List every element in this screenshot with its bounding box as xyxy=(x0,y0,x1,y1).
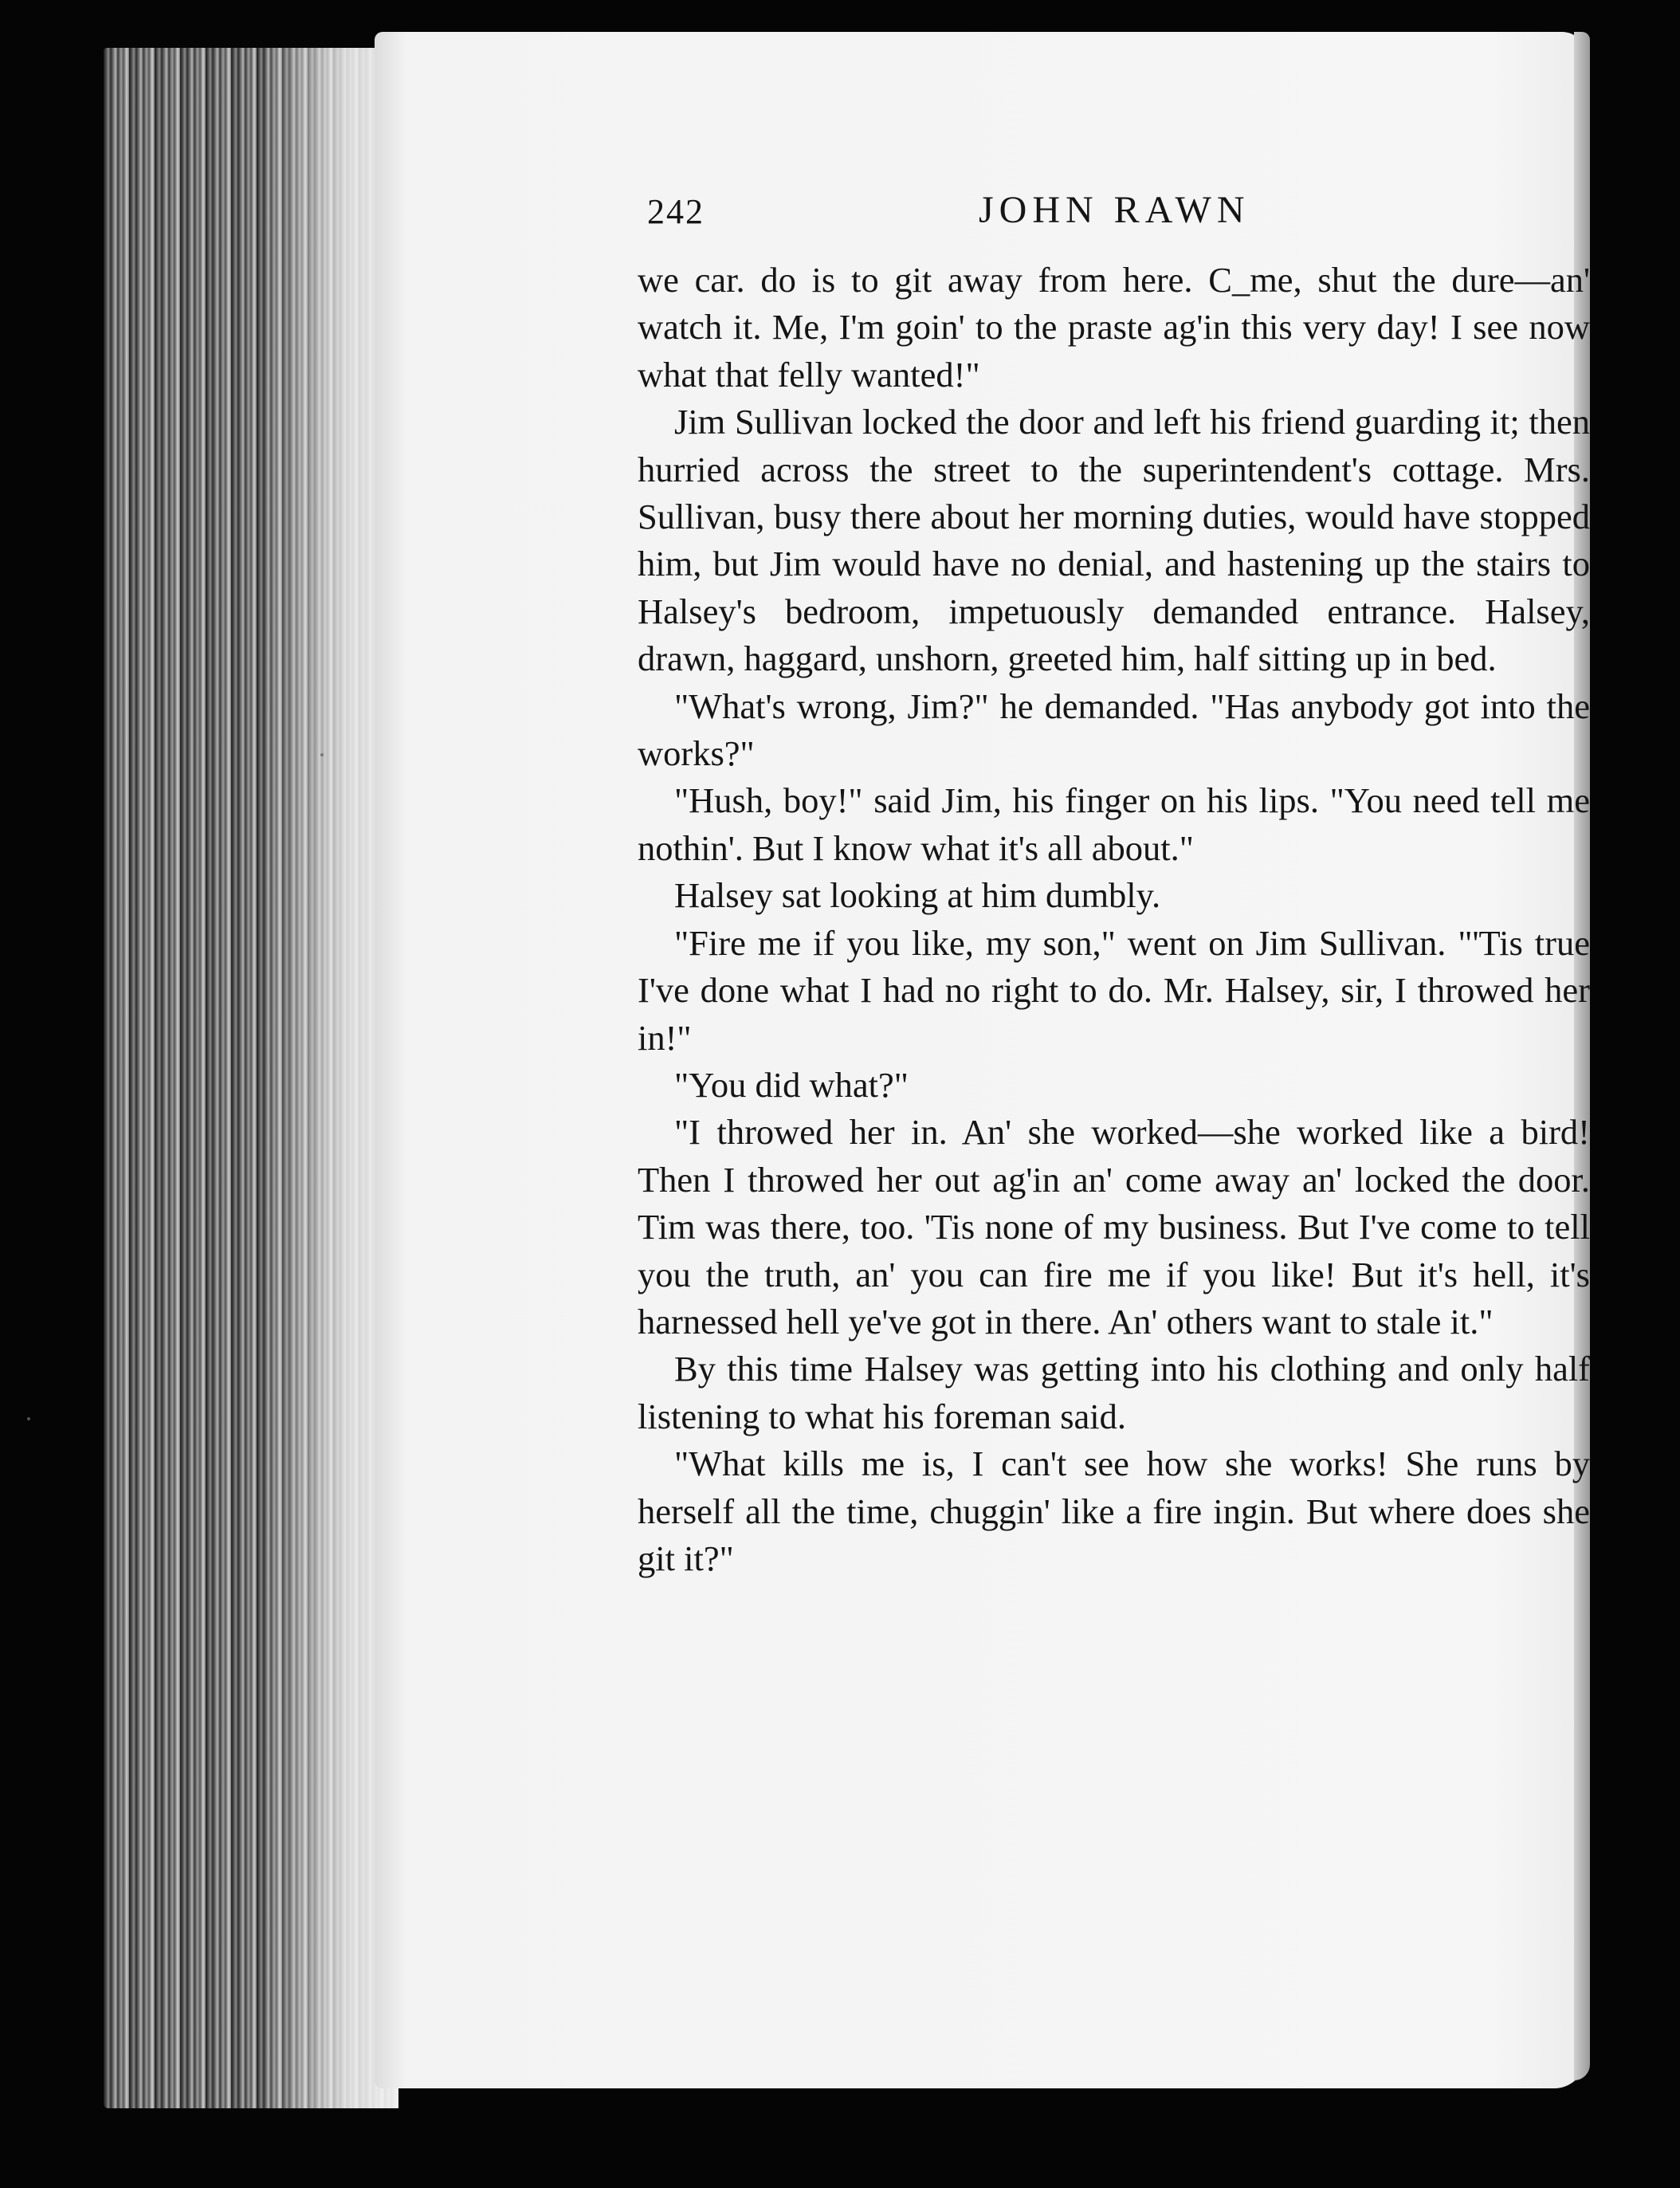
paragraph: we car. do is to git away from here. C_me, shut the dure—an' watch it. Me, I'm goin' to the praste ag'in this very day! I see now what that felly wanted!" xyxy=(638,260,1590,395)
page-number: 242 xyxy=(647,192,705,231)
paragraph: "You did what?" xyxy=(674,1064,909,1105)
paragraph: Halsey sat looking at him dumbly. xyxy=(674,875,1161,916)
paragraph: "Fire me if you like, my son," went on Jim Sullivan. "'Tis true I've done what I had no right to do. Mr. Halsey, sir, I throwed her in!" xyxy=(638,922,1590,1058)
paragraph: By this time Halsey was getting into his clothing and only half listening to what his foreman said. xyxy=(638,1349,1590,1436)
running-title: JOHN RAWN xyxy=(979,189,1250,231)
running-head xyxy=(638,191,1590,247)
scan-speck xyxy=(27,1417,30,1420)
scan-speck xyxy=(320,753,324,756)
page-text-block xyxy=(638,191,1590,1582)
paragraph: "What kills me is, I can't see how she works! She runs by herself all the time, chuggin' like a fire ingin. But where does she git it?" xyxy=(638,1444,1590,1578)
body-text xyxy=(638,257,1590,1582)
paragraph: "What's wrong, Jim?" he demanded. "Has anybody got into the works?" xyxy=(638,685,1590,774)
paragraph: Jim Sullivan locked the door and left his friend guarding it; then hurried across the street to the superintendent's cottage. Mrs. Sullivan, busy there about her morning duties, would have stopped him, but Jim would have no denial, and hastening up the stairs to Halsey's bedroom, impetuously demanded entrance. Halsey, drawn, haggard, unshorn, greeted him, half sitting up in bed. xyxy=(638,402,1590,679)
paragraph: "I throwed her in. An' she worked—she worked like a bird! Then I throwed her out ag'in an' come away an' locked the door. Tim was there, too. 'Tis none of my business. But I've come to tell you the truth, an' you can fire me if you like! But it's hell, it's harnessed hell ye've got in there. An' others want to stale it." xyxy=(638,1112,1590,1341)
paragraph: "Hush, boy!" said Jim, his finger on his lips. "You need tell me nothin'. But I know what it's all about." xyxy=(638,780,1590,868)
